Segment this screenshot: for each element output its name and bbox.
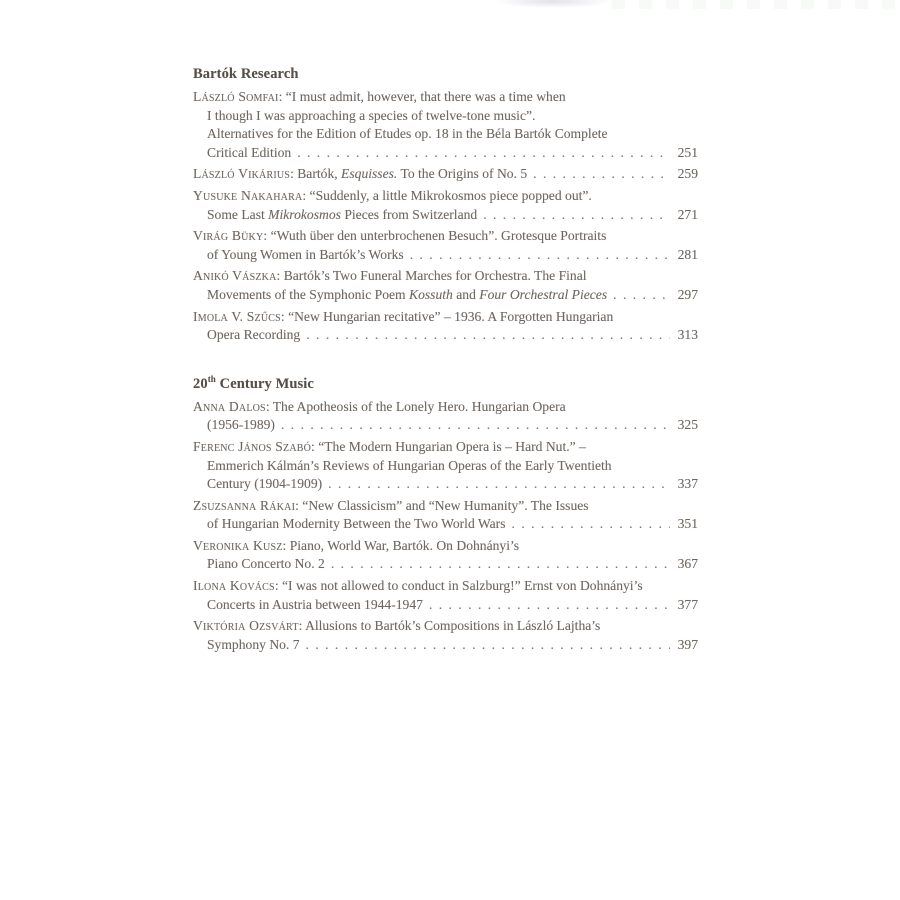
toc-line-text [193, 438, 586, 457]
text-segment: : Allusions to Bartók’s Compositions in László Lajtha’s [298, 618, 601, 634]
page-number: 271 [677, 206, 698, 222]
toc-entry [193, 227, 698, 264]
page-number: 337 [677, 476, 698, 492]
dot-leader [328, 475, 670, 494]
toc-line [193, 125, 698, 144]
toc [193, 65, 698, 657]
page-number: 281 [677, 246, 698, 262]
text-segment: : “I must admit, however, that there was a time when [278, 89, 566, 104]
text-segment: Bartók Research [193, 66, 299, 82]
work-title: Esquisses. [341, 166, 398, 182]
section-heading [193, 65, 698, 84]
toc-line [193, 246, 698, 265]
text-segment: Symphony No. 7 [207, 636, 300, 652]
author-name: Yusuke Nakahara [193, 187, 303, 203]
author-name: Ferenc János Szabó [193, 438, 312, 454]
toc-entry [193, 438, 698, 494]
text-segment: and [452, 286, 480, 302]
author-name: Viktória Ozsvárt [193, 618, 299, 634]
toc-line-text [207, 246, 404, 265]
toc-line-text [207, 555, 325, 574]
toc-line [193, 107, 698, 126]
text-segment: I though I was approaching a species of twelve-tone music”. [207, 107, 536, 123]
toc-line-text [207, 475, 322, 494]
dot-leader [306, 636, 670, 655]
toc-line [193, 227, 698, 246]
toc-line [193, 206, 698, 225]
toc-entry [193, 165, 698, 184]
text-segment: Movements of the Symphonic Poem [207, 286, 410, 302]
dot-leader [281, 416, 670, 435]
toc-line-text [193, 187, 592, 206]
text-segment: (1956-1989) [207, 417, 275, 433]
toc-line [193, 577, 698, 596]
page-number: 351 [677, 516, 698, 532]
toc-line-text [207, 107, 535, 126]
page-number: 313 [677, 327, 698, 343]
toc-line [193, 497, 698, 516]
toc-line-text [207, 125, 608, 144]
text-segment: To the Origins of No. 5 [397, 166, 528, 182]
text-segment: Pieces from Switzerland [340, 206, 478, 222]
toc-entry [193, 88, 698, 162]
text-segment: : Bartók’s Two Funeral Marches for Orchestra. The Final [276, 268, 587, 284]
toc-line-text [193, 577, 643, 596]
toc-line-text [193, 267, 587, 286]
dot-leader [533, 165, 670, 184]
toc-entry [193, 577, 698, 614]
text-segment: : “Wuth über den unterbrochenen Besuch”. Grotesque Portraits [263, 228, 607, 244]
toc-section [193, 375, 698, 655]
dot-leader [483, 206, 670, 225]
text-segment: Alternatives for the Edition of Etudes op. 18 in the Béla Bartók Complete [207, 126, 608, 142]
toc-line [193, 398, 698, 417]
toc-line [193, 475, 698, 494]
dot-leader [613, 286, 670, 305]
text-segment: of Hungarian Modernity Between the Two World Wars [207, 516, 506, 532]
author-name: Anna Dalos [193, 398, 266, 414]
text-segment: Emmerich Kálmán’s Reviews of Hungarian Operas of the Early Twentieth [207, 457, 612, 473]
toc-line [193, 438, 698, 457]
toc-line-text [207, 286, 607, 305]
text-segment: : “The Modern Hungarian Opera is – Hard Nut.” – [311, 438, 586, 454]
author-name: Virág Büky [193, 228, 264, 244]
toc-line [193, 555, 698, 574]
text-segment: : “Suddenly, a little Mikrokosmos piece popped out”. [302, 187, 592, 203]
toc-entry [193, 497, 698, 534]
dot-leader [512, 515, 670, 534]
text-segment: : Piano, World War, Bartók. On Dohnányi’s [282, 537, 520, 553]
toc-line-text [193, 537, 519, 556]
text-segment: Some Last [207, 206, 269, 222]
toc-line [193, 88, 698, 107]
dot-leader [410, 246, 670, 265]
toc-line-text [207, 515, 506, 534]
text-segment: of Young Women in Bartók’s Works [207, 246, 404, 262]
toc-line [193, 187, 698, 206]
toc-line-text [193, 617, 600, 636]
toc-line-text [207, 144, 291, 163]
text-segment: : Bartók, [290, 166, 342, 182]
page-number: 297 [677, 286, 698, 302]
text-segment: 20 [193, 375, 208, 392]
text-segment: Critical Edition [207, 144, 292, 160]
toc-line-text [193, 308, 613, 327]
toc-line-text [193, 227, 606, 246]
toc-line-text [193, 88, 566, 107]
text-segment: : The Apotheosis of the Lonely Hero. Hungarian Opera [265, 398, 566, 414]
toc-line [193, 537, 698, 556]
toc-line [193, 457, 698, 476]
toc-entry [193, 398, 698, 435]
dot-leader [306, 326, 670, 345]
toc-line-text [207, 326, 300, 345]
toc-line-text [207, 206, 477, 225]
page-number: 367 [677, 556, 698, 572]
dot-leader [429, 596, 670, 615]
author-name: László Somfai [193, 89, 279, 104]
toc-line [193, 144, 698, 163]
author-name: Veronika Kusz [193, 537, 283, 553]
scan-artifact-stripes [612, 0, 900, 9]
toc-line [193, 308, 698, 327]
dot-leader [331, 555, 670, 574]
text-segment: Century (1904-1909) [207, 476, 323, 492]
toc-section [193, 65, 698, 345]
page-number: 397 [677, 636, 698, 652]
ordinal-suffix: th [207, 373, 216, 384]
toc-line [193, 596, 698, 615]
toc-line-text [193, 165, 527, 184]
work-title: Kossuth [409, 286, 453, 302]
author-name: Imola V. Szűcs [193, 308, 281, 324]
text-segment: Opera Recording [207, 327, 301, 343]
section-heading [193, 375, 698, 394]
work-title: Mikrokosmos [268, 206, 341, 222]
toc-line-text [207, 596, 423, 615]
work-title: Four Orchestral Pieces [479, 286, 608, 302]
author-name: Anikó Vászka [193, 268, 277, 284]
page-number: 251 [677, 144, 698, 160]
toc-line [193, 267, 698, 286]
toc-line [193, 286, 698, 305]
toc-line-text [207, 636, 300, 655]
toc-entry [193, 617, 698, 654]
toc-line [193, 165, 698, 184]
toc-line [193, 326, 698, 345]
scan-artifact-smudge [478, 0, 628, 12]
text-segment: Piano Concerto No. 2 [207, 556, 325, 572]
author-name: László Vikárius [193, 166, 291, 182]
toc-line-text [207, 457, 612, 476]
author-name: Zsuzsanna Rákai [193, 497, 296, 513]
text-segment: Century Music [215, 375, 314, 392]
toc-entry [193, 267, 698, 304]
toc-line [193, 515, 698, 534]
dot-leader [297, 144, 670, 163]
page-number: 377 [677, 596, 698, 612]
toc-line [193, 416, 698, 435]
text-segment: : “New Classicism” and “New Humanity”. The Issues [295, 497, 589, 513]
toc-line-text [193, 497, 589, 516]
toc-entry [193, 187, 698, 224]
toc-line-text [207, 416, 275, 435]
toc-line [193, 617, 698, 636]
text-segment: : “I was not allowed to conduct in Salzburg!” Ernst von Dohnányi’s [274, 578, 643, 594]
toc-entry [193, 537, 698, 574]
toc-line [193, 636, 698, 655]
text-segment: Concerts in Austria between 1944-1947 [207, 596, 423, 612]
toc-entry [193, 308, 698, 345]
text-segment: : “New Hungarian recitative” – 1936. A Forgotten Hungarian [280, 308, 614, 324]
toc-line-text [193, 398, 566, 417]
page-number: 259 [677, 166, 698, 182]
page-number: 325 [677, 417, 698, 433]
author-name: Ilona Kovács [193, 578, 275, 594]
